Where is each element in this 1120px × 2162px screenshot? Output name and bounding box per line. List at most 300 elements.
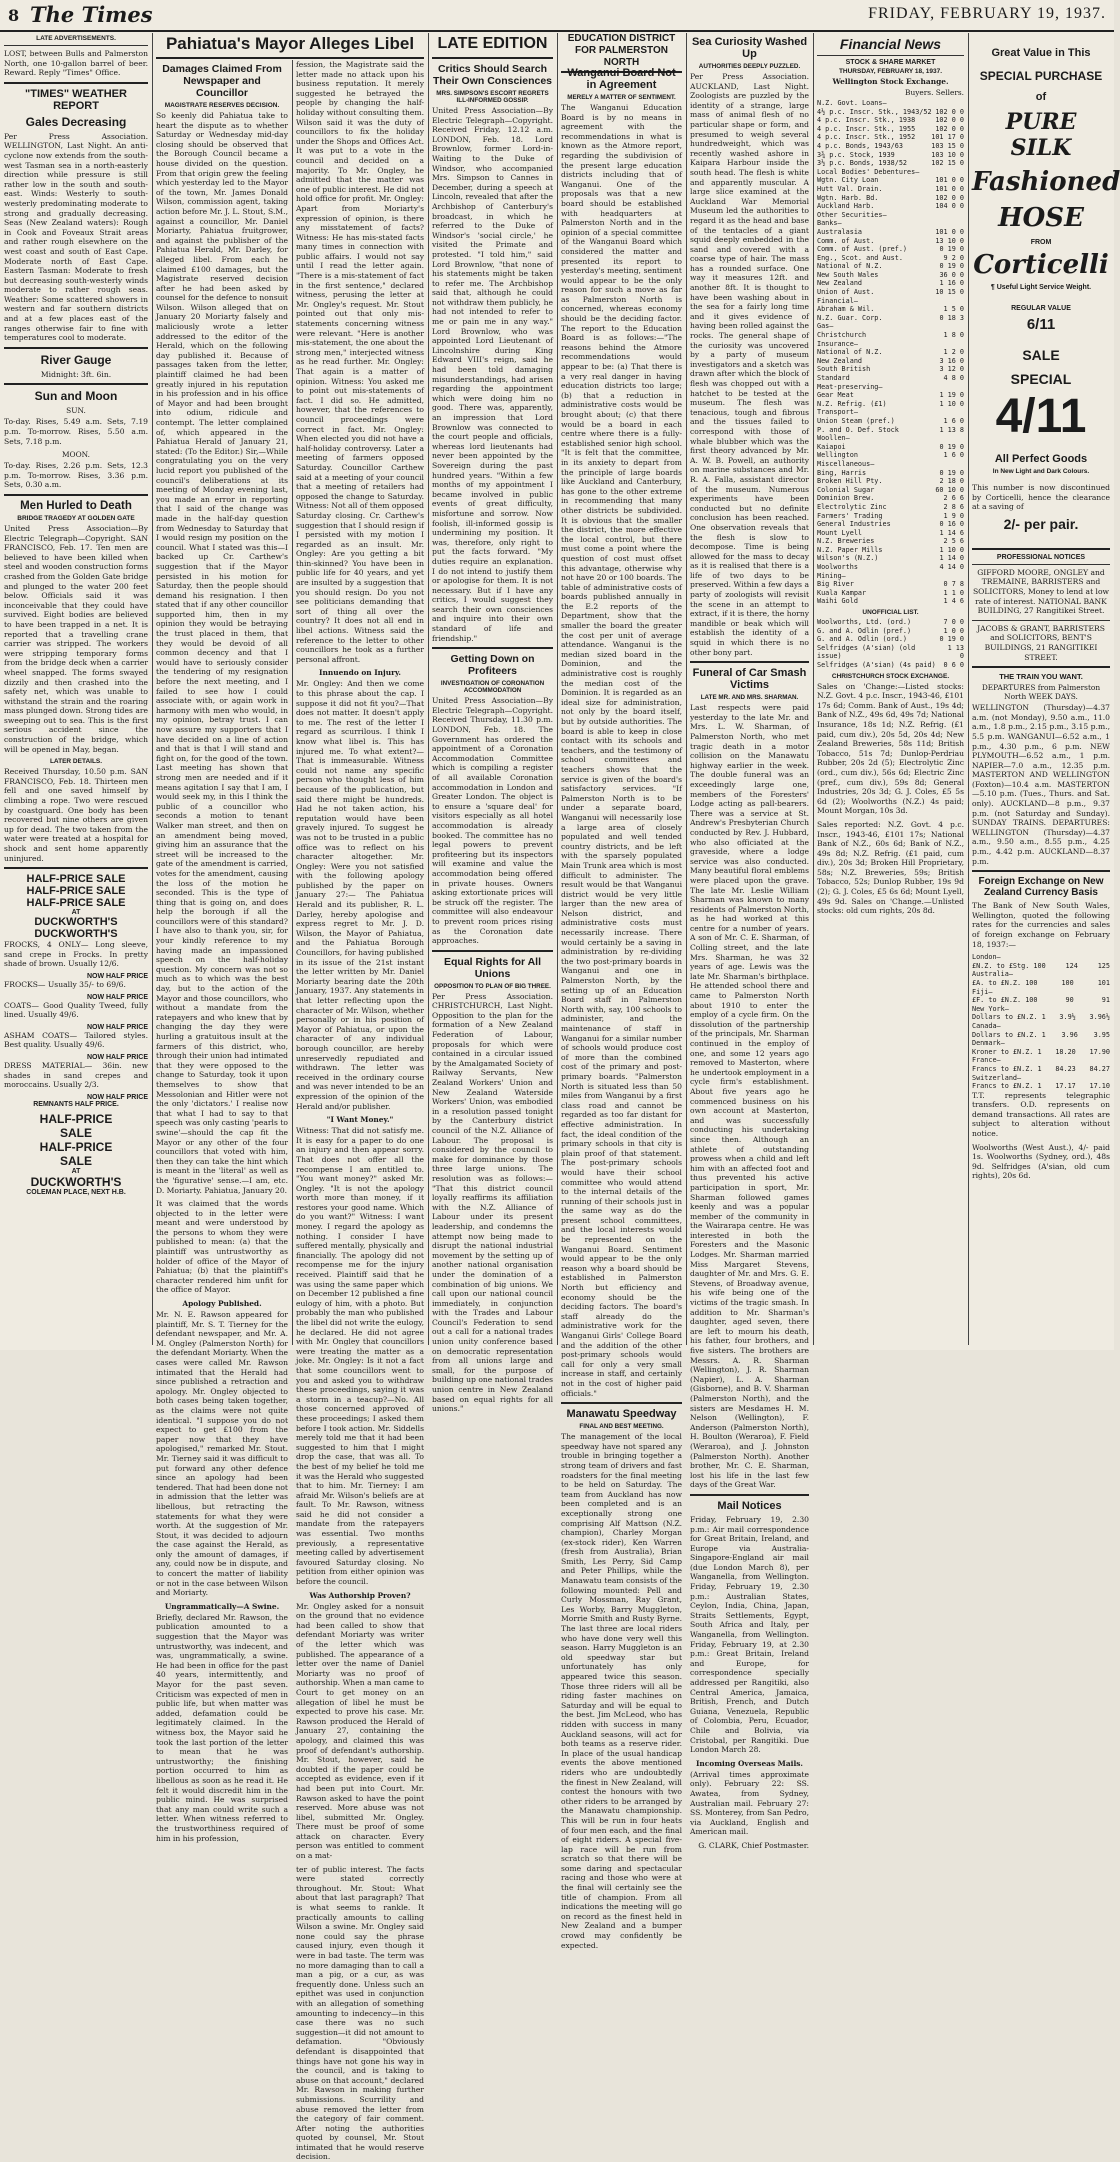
duckworths-1: DUCKWORTH'S <box>34 916 118 929</box>
later-details-heading: LATER DETAILS. <box>49 758 103 766</box>
table-row <box>817 460 964 469</box>
table-cell: 3 16 0 <box>939 356 964 365</box>
table-cell: £N.Z. to £Stg. 100 <box>972 961 1046 970</box>
table-cell: N.Z. Guar. Corp. <box>817 313 883 322</box>
table-row <box>817 618 964 627</box>
stock-table <box>817 99 964 606</box>
table-cell: 104 0 0 <box>935 202 964 211</box>
col-left <box>4 33 148 1345</box>
table-cell: 0 19 0 <box>939 262 964 271</box>
ungram-heading: Ungrammatically—A Swine. <box>164 1601 280 1611</box>
table-cell: 0 6 0 <box>943 661 964 669</box>
half-price-4: HALF-PRICE <box>39 1111 113 1126</box>
table-cell: France— <box>972 1056 1001 1065</box>
financial-col <box>817 33 964 1345</box>
table-cell: 1 13 0 <box>947 643 964 661</box>
table-cell: Gear Meat <box>817 391 854 400</box>
special-purchase: SPECIAL PURCHASE <box>979 69 1103 83</box>
table-cell: Dominion Brew. <box>817 494 875 503</box>
lost-ad: LOST, between Bulls and Palmerston North, one 10-gallon barrel of beer. Reward. Reply "Times" Office. <box>4 49 148 78</box>
table-row <box>972 1013 1110 1022</box>
table-row <box>817 168 964 177</box>
table-cell: Electrolytic Zinc <box>817 502 887 511</box>
libel-banner: Pahiatua's Mayor Alleges Libel <box>156 33 424 59</box>
regular-value: REGULAR VALUE <box>1011 305 1071 312</box>
table-cell: 0 19 0 <box>939 468 964 477</box>
table-cell: 102 15 0 <box>931 159 964 168</box>
wanganui-subheading: MERELY A MATTER OF SENTIMENT. <box>567 94 676 101</box>
table-cell: Farmers' Trading <box>817 511 883 520</box>
libel-body-2d: Mr. Ongley asked for a nonsuit on the ground that no evidence had been called to show that defendant Moriarty was writer of the letter which was published. The appearance of a letter over the name of Daniel Moriarty was no proof of authorship. When a man came to Court to get money on an allegation of libel he must be expected to prove his case. Mr. Rawson produced the Herald of January 27, containing the apology, and claimed this was proof of defendant's authorship. Mr. Stout, however, said he doubted if the paper could be accepted as evidence, even if it had been put into Court. Mr. Rawson asked to have the point reserved. More abuse was not libel, submitted Mr. Ongley. There must be proof of some attack on character. Every person was entitled to comment on a mat- <box>296 1601 424 1861</box>
train-heading: THE TRAIN YOU WANT. <box>999 672 1083 682</box>
half-price-1: HALF-PRICE SALE <box>26 873 126 886</box>
table-cell: 0 7 8 <box>943 580 964 589</box>
sea-heading: Sea Curiosity Washed Up <box>691 36 808 60</box>
table-row <box>817 644 964 661</box>
table-row <box>817 554 964 563</box>
unlisted-body: Sales reported: N.Z. Govt. 4 p.c. Inscr., 1943-46, £101 17s; National Bank of N.Z., 60s 6d; Bank of N.Z., 49s 8d; N.Z. Refrig. (£1 paid, cum div.), 20s 3d; Broken Hill Proprietary, 58s; N.Z. Breweries, 59s; British Tobacco, 52s; Dunlop Rubber, 19s 9d (2); G. J. Coles, £5 6s 6d; Mount Lyell, 49s 9d. Sales on 'Change.—Unlisted stocks: old cum rights, 20s 8d. <box>817 819 964 916</box>
table-cell: 2 18 0 <box>939 477 964 486</box>
table-cell: N.Z. Paper Mills <box>817 545 883 554</box>
incoming-mail-body: (Arrival times approximate only). February 22: SS. Awatea, from Sydney, Australian mail. February 27: SS. Monterey, from San Pedro, via Auckland, English and American mail. <box>690 1769 809 1837</box>
table-row <box>817 108 964 117</box>
table-cell: 84.27 <box>1089 1064 1110 1073</box>
table-cell: 4 14 0 <box>939 563 964 572</box>
regular-price: 6/11 <box>1026 316 1056 333</box>
table-cell: New South Wales <box>817 270 879 279</box>
table-row <box>817 408 964 417</box>
table-cell: 2 6 6 <box>943 494 964 503</box>
table-cell: 3.96½ <box>1089 1013 1110 1022</box>
table-cell: 60 10 0 <box>935 485 964 494</box>
table-row <box>817 185 964 194</box>
table-cell: Banks— <box>817 219 842 228</box>
table-row <box>817 503 964 512</box>
table-cell: General Industries <box>817 520 891 529</box>
pure-silk: PURE SILK <box>1005 109 1077 161</box>
table-cell: 0 19 0 <box>939 245 964 254</box>
duckworths-2: DUCKWORTH'S <box>34 928 118 941</box>
table-row <box>817 469 964 478</box>
table-cell: 36 0 0 <box>939 270 964 279</box>
dress-ad: DRESS MATERIAL— 36in. new shades in sand crepes and moroccains. Usually 2/3. <box>4 1060 148 1090</box>
gales-heading: Gales Decreasing <box>25 114 127 129</box>
table-cell: N.Z. Breweries <box>817 537 875 546</box>
weather-heading: "TIMES" WEATHER REPORT <box>25 87 127 112</box>
table-cell: Insurance— <box>817 339 858 348</box>
table-cell: 7 0 0 <box>943 618 964 627</box>
table-cell: Wgtn. City Loan <box>817 176 879 185</box>
frocks-ad: FROCKS, 4 ONLY— Long sleeve, sand crepe in Frocks. In pretty shade of brown. Usually 12/6. <box>4 940 148 969</box>
table-cell: Selfridges (A'sian) (4s paid) <box>817 661 936 669</box>
table-cell: 102 0 0 <box>935 116 964 125</box>
table-row <box>817 99 964 108</box>
table-cell: 102 0 0 <box>935 107 964 116</box>
table-cell: Transport— <box>817 408 858 417</box>
river-heading: River Gauge <box>40 352 112 367</box>
table-cell: Wgtn. Harb. Bd. <box>817 193 879 202</box>
sea-body: Per Press Association. AUCKLAND, Last Night. Zoologists are puzzled by the identity of a strange, large mass of animal flesh of no particular shape or form, and presumed to weigh several hundredweight, which was recently washed ashore in Kaipara Harbour inside the south head. The flesh is white and apparently muscular. A large slice examined at the Auckland War Memorial Museum led the authorities to regard it as the head and base of the tentacles of a giant squid deeply embedded in the sand and covered with a coarse type of hair. The mass has a rounded surface. One way it measures 12ft. and another 8ft. It is thought to have been washing about in the sea for a fairly long time and it gives evidence of having been rolled against the rocks. The general shape of the curiosity was uncovered by a party of museum investigators and a sketch was drawn after which the block of flesh was chopped out with a hatchet to be tested at the museum. The flesh was tenacious, tough and fibrous and the tissues failed to correspond with those of whale blubber which was the first theory advanced by Mr. A. W. B. Powell, an authority on marine substances and Mr. R. A. Falla, assistant director of the museum. Numerous experiments have been conducted but no definite conclusion has been reached. One observation reveals that the flesh is slow to decompose. Time is being allowed for the mass to decay as it is realised that there is a life of two days to be preserved. Within a few days a party of zoologists will revisit the scene in an attempt to extract, if it is there, the horny mandible or beak which will establish the identity of a squid in which there is no other bony part. <box>690 72 809 657</box>
table-cell: Wellington <box>817 451 858 460</box>
half-price-2: HALF-PRICE SALE <box>26 885 126 898</box>
sale-price: 4/11 <box>995 390 1087 443</box>
table-cell: 1 19 0 <box>939 391 964 400</box>
table-row <box>972 962 1110 971</box>
stock-date: THURSDAY, FEBRUARY 18, 1937. <box>838 68 943 75</box>
table-row <box>817 228 964 237</box>
table-cell: Union of Aust. <box>817 288 875 297</box>
table-cell: 100 <box>1061 978 1074 987</box>
incoming-mail-heading: Incoming Overseas Mails. <box>695 1758 804 1768</box>
table-cell: 102 0 0 <box>935 124 964 133</box>
innuendo-heading: Innuendo on Injury. <box>319 668 401 678</box>
table-cell: 17.17 <box>1055 1082 1076 1091</box>
moon-body: To-day. Rises, 2.26 p.m. Sets, 12.3 p.m. To-morrow. Rises, 3.36 p.m. Sets, 0.30 a.m. <box>4 461 148 490</box>
table-row <box>817 597 964 606</box>
fx-intro: The Bank of New South Wales, Wellington, quoted the following rates for the currencies and sales of foreign exchange on February 18, 1937:— <box>972 901 1110 949</box>
table-cell: 90 <box>1065 996 1074 1005</box>
great-value: Great Value in This <box>991 47 1091 59</box>
profiteers-subheading: INVESTIGATION OF CORONATION ACCOMMODATION <box>440 680 545 695</box>
table-row <box>817 133 964 142</box>
sale-5: SALE <box>59 1153 92 1168</box>
at-label-2: AT <box>71 1167 81 1175</box>
table-row <box>817 254 964 263</box>
table-row <box>817 142 964 151</box>
table-row <box>817 512 964 521</box>
table-cell: 101 17 0 <box>931 133 964 142</box>
table-cell: 13 10 0 <box>935 236 964 245</box>
critics-subheading: MRS. SIMPSON'S ESCORT REGRETS ILL-INFORMED GOSSIP. <box>436 90 549 104</box>
table-cell: G. and A. Odlin (ord.) <box>817 635 908 644</box>
table-cell: 1 14 6 <box>939 528 964 537</box>
table-cell: Woolworths <box>817 563 858 572</box>
table-row <box>972 1048 1110 1057</box>
table-cell: 3¾ p.c. Stock, 1939 <box>817 150 895 159</box>
table-cell: Gas— <box>817 322 834 331</box>
table-cell: Eng., Scot. and Aust. <box>817 253 903 262</box>
education-col <box>561 64 682 1950</box>
table-cell: Francs to £N.Z. 1 <box>972 1082 1042 1091</box>
table-cell: New York— <box>972 1004 1009 1013</box>
table-cell: London— <box>972 953 1001 962</box>
exchange-name: Wellington Stock Exchange. <box>832 77 949 86</box>
table-cell: National of N.Z. <box>817 348 883 357</box>
table-cell: 84.23 <box>1055 1064 1076 1073</box>
table-row <box>817 340 964 349</box>
table-cell: 101 <box>1097 978 1110 987</box>
sale-4: SALE <box>59 1125 92 1140</box>
table-cell: N.Z. Govt. Loans— <box>817 99 887 107</box>
table-cell: P. and O. Def. Stock <box>817 425 899 434</box>
table-row <box>817 357 964 366</box>
table-row <box>817 661 964 670</box>
table-row <box>817 417 964 426</box>
prof-notice-1: GIFFORD MOORE, ONGLEY and TREMAINE, BARRISTERS and SOLICITORS, Money to lend at low rate of interest. NATIONAL BANK BUILDING, 27 Rangitikei Street. <box>972 567 1110 616</box>
profiteers-heading: Getting Down on Profiteers <box>450 653 535 678</box>
fx-tail: Woolworths (West Aust.), 4/- paid 1s. Woolworths (Sydney, ord.), 48s 9d. Selfridges (A'sian, old cum rights), 20s 6d. <box>972 1142 1110 1181</box>
table-cell: 103 10 0 <box>931 150 964 159</box>
hose: HOSE <box>998 203 1084 233</box>
table-cell: Standard <box>817 374 850 382</box>
table-cell: Mining— <box>817 571 846 580</box>
now-half-price-5: NOW HALF PRICE <box>86 1093 148 1101</box>
table-cell: 1 13 8 <box>939 425 964 434</box>
frocks2-ad: FROCKS— Usually 35/- to 69/6. <box>4 979 126 989</box>
libel-body-2e: ter of public interest. The facts were stated correctly throughout. Mr. Stout: What about that last paragraph? That is what seems to rankle. It practically amounts to calling Wilson a swine. Mr. Ongley said none could say the phrase caused injury, even though it were in bad taste. The term was no more damaging than to call a man a pig, or a cur, as was frequently done. Unless such an epithet was used in conjunction with an allegation of something amounting to indecency—in this case there was no such suggestion—it did not amount to defamation. "Obviously defendant is disappointed that things have not gone his way in the council, and is taking to abuse on that account," declared Mr. Rawson in making further submissions. Scurrility and abuse removed the letter from the category of fair comment. After noting the authorities quoted by counsel, Mr. Stout intimated that he would reserve decision. <box>296 1864 424 2162</box>
table-row <box>817 627 964 636</box>
table-cell: 4 8 0 <box>943 374 964 382</box>
profiteers-body: United Press Association—By Electric Telegraph—Copyright. Received Thursday, 11.30 p.m. LONDON, Feb. 18. The Government has ordered the appointment of a Coronation Accommodation Committee which is compiling a register of all available Coronation accommodation in London and Greater London. The object is to ensure a 'square deal' for visitors especially as all hotel accommodation is already booked. The committee has no legal powers to prevent profiteering but its inspectors will examine and value the accommodation being offered in private houses. Owners asking extortionate prices will be struck off the register. The committee will also endeavour to prevent room prices rising as the Coronation date approaches. <box>432 696 553 946</box>
masthead <box>0 0 1114 32</box>
table-row <box>972 988 1110 997</box>
table-row <box>817 546 964 555</box>
late-edition-col <box>432 60 553 1414</box>
libel-subheading: Damages Claimed From Newspaper and Councillor <box>162 63 282 99</box>
table-row <box>817 374 964 383</box>
table-row <box>817 305 964 314</box>
fashioned: Fashioned <box>972 167 1120 197</box>
buyers-sellers: Buyers. Sellers. <box>905 88 964 97</box>
table-row <box>972 953 1110 962</box>
issue-date: FRIDAY, FEBRUARY 19, 1937. <box>868 5 1106 22</box>
table-row <box>817 202 964 211</box>
table-row <box>817 279 964 288</box>
half-price-3: HALF-PRICE SALE <box>26 897 126 910</box>
table-cell: 1 1 0 <box>943 588 964 597</box>
table-cell: Miscellaneous— <box>817 459 875 468</box>
table-cell: Local Bodies' Debentures— <box>817 167 920 176</box>
table-row <box>817 348 964 357</box>
table-row <box>972 970 1110 979</box>
table-row <box>817 331 964 340</box>
libel-body-1d: Briefly, declared Mr. Rawson, the publication amounted to a suggestion that the Mayor was untrustworthy, was indecent, and was, ungrammatically, a swine. He had been in office for the past 40 years, intermittently, and Mayor for the past seven. Criticism was expected of men in public life, but when matter was added, defamation could be legitimately claimed. In the witness box, the Mayor said he took the last portion of the letter to mean that he was untrustworthy; the finishing portion occurred to him as libellous as soon as he read it. He felt it would discredit him in the public mind. He was surprised that any man could write such a letter. When witness referred to the trustworthiness required of him in his profession, <box>156 1612 288 1843</box>
table-cell: Kuala Kampar <box>817 588 867 597</box>
bridge-subheading: BRIDGE TRAGEDY AT GOLDEN GATE <box>17 515 135 522</box>
table-cell: Woollen— <box>817 434 850 443</box>
table-cell: Kroner to £N.Z. 1 <box>972 1047 1042 1056</box>
table-cell: 0 19 0 <box>939 635 964 644</box>
now-half-price-4: NOW HALF PRICE <box>86 1053 148 1061</box>
table-cell: 124 <box>1065 961 1078 970</box>
chch-body: Sales on 'Change:—Listed stocks: N.Z. Govt. 4 p.c. Inscr., 1943-46, £101 17s 6d; Comm. Bank of Aust., 19s 4d; Bank of N.Z., 49s 6d, 49s 7d; National Insurance, 18s 1d; N.Z. Refrig. (£1 paid, cum div.), 20s 5d, 20s 4d; New Zealand Breweries, 58s 11d; British Tobacco, 51s 7d; Dunlop-Perdriau Rubber, 20s 2d (5); Electrolytic Zinc (ord., cum div.), 56s 6d; Electric Zinc (pref., cum div.), 59s 8d; General Industries, 20s 3d; G. J. Coles, £5 5s 6d (2); Woolworths (N.Z.) 4s paid; Mount Morgan, 10s 3d. <box>817 681 964 816</box>
paper-title: The Times <box>30 2 153 27</box>
now-half-price-2: NOW HALF PRICE <box>86 993 148 1001</box>
table-row <box>817 159 964 168</box>
sea-subheading: AUTHORITIES DEEPLY PUZZLED. <box>698 63 801 70</box>
table-cell: 4 p.c. Inscr. Stk., 1955 <box>817 124 916 133</box>
table-row <box>817 211 964 220</box>
wanganui-heading: Wanganui Board Not in Agreement <box>567 67 676 91</box>
from-label: FROM <box>1030 239 1052 246</box>
table-cell: Hutt Val. Drain. <box>817 184 883 193</box>
table-cell: 1 2 0 <box>943 348 964 357</box>
table-cell: Auckland Harb. <box>817 202 875 211</box>
table-cell: Financial— <box>817 296 858 305</box>
table-cell: Bing, Harris <box>817 468 867 477</box>
sun-moon-heading: Sun and Moon <box>34 389 118 404</box>
libel-col-b <box>296 60 424 2162</box>
table-cell: 1 5 0 <box>943 305 964 314</box>
table-row <box>817 443 964 452</box>
table-row <box>817 486 964 495</box>
libel-body-1b: It was claimed that the words objected to in the letter were meant and were understood by the persons to whom they were published to mean: (a) that the plaintiff was untrustworthy as holder of office of the Mayor of Pahiatua; (b) that the plaintiff's character rendered him unfit for the office of Mayor. <box>156 1199 288 1295</box>
rights-subheading: OPPOSITION TO PLAN OF BIG THREE. <box>434 982 551 990</box>
table-row <box>972 1082 1110 1091</box>
rights-heading: Equal Rights for All Unions <box>443 955 542 980</box>
asham-ad: ASHAM COATS— Tailored styles. Best quality. Usually 49/6. <box>4 1030 148 1050</box>
table-cell: 2 5 6 <box>943 537 964 546</box>
libel-body-2c: Witness: That did not satisfy me. It is easy for a paper to do one an injury and then appear sorry. That does not offer all the recompense I am entitled to. "You want money?" asked Mr. Ongley. "It is not the apology worth more than money, if it restores your good name. Which do you want?" Witness: I want money. I regard the apology as nothing. I consider I have suffered mentally, physically and financially. The apology did not recompense me for the injury received. Plaintiff said that he was using the same paper which on December 12 published a fine eulogy of him, with a photo. But probably the man who published the libel did not write the eulogy, he declared. He did not agree with Mr. Ongley that councillors were treating the matter as a joke. Mr. Ongley: Is it not a fact that some councillors went to you and asked you to withdraw these proceedings, saying it was a storm in a teacup?—No. All those concerned approved of these proceedings; I asked them before I took action. Mr. Siddells merely told me that it had been suggested to him that I might drop the case, that was all. To the best of my belief he told me it was the Herald who suggested that to him. Mr. Tierney: I am afraid Mr. Wilson's beliefs are at fault. To Mr. Rawson, witness said he did not consider a mandate from the ratepayers was essential. Two months previously, a representative meeting called by advertisement favoured Saturday closing. No petition from either opinion was before the council. <box>296 1126 424 1587</box>
table-cell: Wilson's (N.Z.) <box>817 554 879 563</box>
table-row <box>817 288 964 297</box>
libel-body-2: fession, the Magistrate said the letter made no attack upon his business reputation. It merely suggested he betrayed the people by changing the half-holiday without consulting them. Wilson said it was the duty of councillors to fix the holiday under the Shops and Offices Act. It was put to a vote in the council and decided on a majority. To Mr. Ongley, he admitted that the matter was one of public interest. He did not hold office for profit. Mr. Ongley: Apart from Moriarty's expression of opinion, is there any misstatement of facts? Witness: He has mis-stated facts many times in connection with public affairs. I would not say until I read the letter again. "There is a mis-statement of fact in the first sentence," declared witness, perusing the letter at Mr. Ongley's request. Mr. Stout pointed out that only mis-statements concerning witness were relevant. "Here is another mis-statement, the one about the strong men," interjected witness as he read further. Mr. Ongley: That again is a matter of opinion. Witness: You asked me to point out mis-statements of fact. I did so. He admitted, however, that the references to council proceedings were correct in fact. Mr. Ongley: When elected you did not have a half-holiday controversy. Later a meeting of farmers opposed Saturday. Councillor Carthew said at a meeting of your council that a meeting of retailers had opposed the change to Saturday. Witness: Not all of them opposed Saturday closing. Cr. Carthew's suggestion that I should resign if I persisted with my motion I regarded as an insult. Mr. Ongley: Are you getting a bit thin-skinned? You have been in public life for 40 years, and yet are insulted by a suggestion that you should resign. Do you not see politicians demanding that sort of thing all over the country? It does not all end in libel actions. Witness said the reference to the letter to other councillors he took as a further personal affront. <box>296 60 424 664</box>
table-row <box>817 477 964 486</box>
funeral-heading: Funeral of Car Smash Victims <box>692 667 807 692</box>
libel-body-1: So keenly did Pahiatua take to heart the dispute as to whether Saturday or Wednesday mid-day closing should be observed that the Borough Council became a house divided on the question. From that origin grew the feeling which yesterday led to the Mayor of the town, Mr. James Donald Wilson, commission agent, taking action before Mr. J. L. Stout, S.M., against a councillor, Mr. Daniel Moriarty, Pahiatua fruitgrower, and against the publisher of the Pahiatua Herald, Mr. Darley, for alleged libel. From each he claimed £100 damages, but the Magistrate reserved decision after he had been asked by counsel for the defence to nonsuit Wilson. Wilson alleged that on January 20 Moriarty falsely and maliciously wrote a letter addressed to the editor of the Herald, which on the following day published it. Because of passages taken from the letter, plaintiff claimed he had been greatly injured in his reputation in his profession and in his office of Mayor and had been brought into odium, ridicule and contempt. The letter complained of, which appeared in the Pahiatua Herald of January 21, stated: (To the Editor.) Sir,—While congratulating you on the very lucid report you published of the council's deliberations at its meeting of Monday evening last, you made an error in reporting that I said of the change was made in the half-day question from Wednesday to Saturday that I would resign my position on the council. What I stated was this—I backed up Cr. Carthew's suggestion that if the Mayor persisted in his motion for Saturday, then the people should demand his resignation. I then stated that if any other councillor supported him, then in my opinion they would be betraying the trust placed in them, that they would be devoid of all common decency and that I would have to seriously consider the tendering of my resignation before the next meeting, and I failed to see how I could associate with, or again work in harmony with men who would, in my opinion, betray trust. I can now assure my supporters that I have decided on a line of action and that is that I will stand and fight on, for the good of the town. Last meeting has shown that strong men are needed and if it means agitation I say that I am, I would seek my, in this I think the public of a councillor who seconds a motion to tenant Walker man street, and then on an amendment being moved, giving him an assurance that the street will be increased to the gate of the amendment is carried, votes for the amendment, causing the loss of the motion he seconded. This is the type of thing that is going on, and does help the borough if all the councillors were of this standard? I have also to thank you, sir, for your kindly reference to my having made an impassioned speech on the half-holiday question. My concern was not so much as to which was the best day, but to the action of the Mayor and those councillors, who without a mandate from the ratepayers and who knew that by changing the day they were hurling a gratuitous insult at the farmers of this district, who, through their union had intimated that they were opposed to the change to Saturday, took it upon themselves to show that Messolonian and Hitler were not the only 'dictators.' I realise now that what I had to say to that speech was only casting 'pearls to swine'—should the cap fit the Mayor or any other of the four councillors that voted with him, then they can take the hint which is meant in the 'literal' as well as the 'figurative' sense.—I am, etc. D. Moriarty. Pahiatua, January 20. <box>156 111 288 1195</box>
table-row <box>972 1005 1110 1014</box>
page-number: 8 <box>8 6 20 25</box>
table-cell: 3.96 <box>1061 1030 1078 1039</box>
table-cell: Big River <box>817 580 854 589</box>
table-cell: 1 6 0 <box>943 451 964 460</box>
table-cell: G. and A. Odlin (pref.) <box>817 626 912 635</box>
table-cell: South British <box>817 365 871 374</box>
table-row <box>817 297 964 306</box>
fx-heading: Foreign Exchange on New Zealand Currency Basis <box>978 876 1104 899</box>
apology-heading: Apology Published. <box>182 1299 262 1309</box>
table-cell: 18.20 <box>1055 1047 1076 1056</box>
table-cell: 1 10 0 <box>939 545 964 554</box>
table-row <box>817 563 964 572</box>
table-cell: 0 19 0 <box>939 442 964 451</box>
late-ads-heading: LATE ADVERTISEMENTS. <box>36 35 116 42</box>
corticelli: Corticelli <box>973 250 1109 280</box>
libel-col-a <box>156 60 288 1843</box>
table-row <box>817 635 964 644</box>
table-cell: National of N.Z. <box>817 262 883 271</box>
table-row <box>817 400 964 409</box>
table-cell: Christchurch <box>817 331 867 340</box>
professional-heading: PROFESSIONAL NOTICES <box>996 553 1086 561</box>
table-cell: 3.95 <box>1093 1030 1110 1039</box>
table-cell: 0 18 3 <box>939 313 964 322</box>
table-cell: Comm. of Aust. (pref.) <box>817 245 908 254</box>
ads-col <box>972 33 1120 1345</box>
rights-body: Per Press Association. CHRISTCHURCH, Last Night. Opposition to the plan for the formation of a New Zealand Federation of Labour, proposals for which were contained in a circular issued by the Amalgamated Society of Railway Servants, New Zealand Workers' Union and New Zealand Waterside Workers' Union, was embodied in a resolution passed tonight by the Canterbury district council of the N.Z. Alliance of Labour. The proposal is considered by the council to make for dominance by those three large unions. The resolution was as follows:— "That this district council loyally reaffirms its affiliation with the N.Z. Alliance of Labour under its present leadership, and condemns the attempt now being made to disrupt the national industrial movement by the setting up of another national organisation under the domination of a combination of big unions. We call upon our national council immediately, in conjunction with the Trades and Labour Council's Federation to send out a call for a national trades union unity conference based on democratic representation from all unions large and small, for the purpose of building up one national trades union centre in New Zealand based on equal rights for all unions." <box>432 991 553 1414</box>
education-banner: EDUCATION DISTRICT FOR PALMERSTON NORTH <box>561 33 682 73</box>
table-cell: Other Securities— <box>817 210 887 219</box>
table-cell: Kaiapoi <box>817 442 846 451</box>
table-cell: Selfridges (A'sian) (old issue) <box>817 643 916 661</box>
table-row <box>817 151 964 160</box>
table-cell: £F. to £N.Z. 100 <box>972 996 1038 1005</box>
table-row <box>817 434 964 443</box>
table-row <box>817 314 964 323</box>
table-cell: 91 <box>1101 996 1110 1005</box>
table-cell: Union Steam (pref.) <box>817 416 895 425</box>
table-row <box>817 572 964 581</box>
fx-table <box>972 953 1110 1091</box>
table-row <box>817 391 964 400</box>
table-cell: Waihi Gold <box>817 597 858 606</box>
table-cell: 9 2 0 <box>943 253 964 262</box>
table-cell: 10 15 0 <box>935 288 964 297</box>
table-cell: 125 <box>1097 961 1110 970</box>
remnants-ad: REMNANTS HALF PRICE. <box>33 1100 119 1108</box>
table-row <box>817 365 964 374</box>
money-heading: "I Want Money." <box>326 1115 394 1125</box>
table-row <box>817 383 964 392</box>
now-half-price-1: NOW HALF PRICE <box>86 972 148 980</box>
table-row <box>972 996 1110 1005</box>
river-body: Midnight: 3ft. 6in. <box>40 369 112 379</box>
table-row <box>817 237 964 246</box>
table-cell: 101 0 0 <box>935 184 964 193</box>
bridge-body: United Press Association—By Electric Telegraph—Copyright. SAN FRANCISCO, Feb. 17. Ten men are believed to have been killed when steel and wooden construction forms crashed from the Golden Gate bridge and plunged to the water 200 feet below. Officials said it was inconceivable that they could have survived. Eight bodies are believed to have been trapped in a net. It is reported that a travelling crane carrier was stripped. The workers were stripping temporary forms from the bridge deck when a carrier wheel snapped. The forms swayed dizzily and then crashed into the safety net, which was unable to withstand the strain and the roaring mass plunged down. Strong tides are sweeping out to sea. This is the first serious accident since the construction of the bridge, which will be opened in May, began. <box>4 524 148 754</box>
table-cell: Woolworths, Ltd. (ord.) <box>817 618 912 627</box>
table-cell: 17.10 <box>1089 1082 1110 1091</box>
table-cell: 4 p.c. Inscr. Stk., 1952 <box>817 133 916 142</box>
useful-weight: ¶ Useful Light Service Weight. <box>990 284 1092 291</box>
mail-heading: Mail Notices <box>717 1499 782 1512</box>
speedway-subheading: FINAL AND BEST MEETING. <box>579 1423 664 1431</box>
colours-note: In New Light and Dark Colours. <box>992 468 1090 475</box>
table-cell: 0 16 0 <box>939 520 964 529</box>
table-cell: 101 0 0 <box>935 176 964 185</box>
table-cell: Australia— <box>972 970 1013 979</box>
table-cell: New Zealand <box>817 279 863 288</box>
table-row <box>817 451 964 460</box>
at-label: AT <box>71 909 81 917</box>
table-cell: 4 p.c. Bonds, 1943/63 <box>817 141 903 150</box>
table-row <box>972 1031 1110 1040</box>
late-edition-banner: LATE EDITION <box>432 33 553 59</box>
table-cell: New Zealand <box>817 356 863 365</box>
half-price-5: HALF-PRICE <box>39 1139 113 1154</box>
table-row <box>817 537 964 546</box>
saving-amount: 2/- per pair. <box>1003 515 1079 532</box>
table-row <box>817 245 964 254</box>
table-cell: Comm. of Aust. <box>817 236 875 245</box>
table-row <box>817 176 964 185</box>
table-cell: 4 p.c. Inscr. Stk., 1938 <box>817 116 916 125</box>
table-cell: 3½ p.c. Bonds, 1938/52 <box>817 159 908 168</box>
sun-body: To-day. Rises, 5.49 a.m. Sets, 7.19 p.m. To-morrow. Rises, 5.50 a.m. Sets, 7.18 p.m. <box>4 417 148 446</box>
table-cell: Francs to £N.Z. 1 <box>972 1064 1042 1073</box>
unofficial-heading: UNOFFICIAL LIST. <box>862 609 919 617</box>
table-cell: 1 16 0 <box>939 279 964 288</box>
libel-body-1c: Mr. N. E. Rawson appeared for plaintiff, Mr. S. T. Tierney for the defendant newspaper, and Mr. A. M. Ongley (Palmerston North) for the defendant Moriarty. When the cases were called Mr. Rawson intimated that the Herald had since published a retraction and apology. Mr. Ongley objected to both cases being taken together, as the claims were not quite identical. "I suppose you do not expect to get £100 from the paper now that they have apologised," remarked Mr. Stout. Mr. Tierney said it was difficult to put forward any other defence since an apology had been tendered. That had been done not in admission that the letter was libellous, but retracting the statements for what they were worth. At the suggestion of Mr. Stout, it was decided to adjourn the case against the Herald, as only the amount of damages, if any, could now be in dispute, and to concert the matter of liability or not in the case between Wilson and Moriarty. <box>156 1310 288 1598</box>
table-row <box>972 1022 1110 1031</box>
stock-market-heading: STOCK & SHARE MARKET <box>845 59 936 66</box>
funeral-body: Last respects were paid yesterday to the late Mr. and Mrs. L. W. Sharman, of Palmerston North, who met tragic death in a motor collision on the Manawatu highway earlier in the week. The double funeral was an exceedingly large one, members of the Foresters' Lodge acting as pall-bearers. There was a service at St. Andrew's Presbyterian Church conducted by Rev. J. Hubbard, who also officiated at the graveside, where a lodge service was also conducted. Many beautiful floral emblems were placed upon the grave. The late Mr. Leslie William Sharman was known to many residents of Palmerston North, as he had worked at this centre for a number of years. A son of Mr. C. E. Sharman, of Colling street, and the late Mrs. Sharman, he was 32 years of age. Lewis was the late Mr. Sharman's birthplace. He attended school there and came to Palmerston North about 1910 to enter the employ of a cycle firm. On the dissolution of the partnership of the principals, Mr. Sharman continued in the employ of one, and some 12 years ago removed to Masterton, where he undertook employment in a cycle firm's establishment. About five years ago he commenced business on his own account at Masterton, and was successfully conducting his undertaking since then. Although an athlete of outstanding prowess when a child and left him with an affected foot and thus prevented his active participation in sport, Mr. Sharman followed games keenly and was a popular member of the community in the Wairarapa centre. He was interested in both the Foresters and the Masonic Lodges. Mr. Sharman married Miss Margaret Stevens, daughter of Mr. and Mrs. G. E. Stevens, of Broadway avenue, his wife being one of the victims of the tragic smash. In addition to Mr. Sharman's daughter, aged seven, there are left to mourn his death, his father, four brothers, and five sisters. The brothers are Messrs. A. R. Sharman (Wellington), J. R. Sharman (Napier), L. A. Sharman (Gisborne), and B. V. Sharman (Palmerston North), and the sisters are Mesdames H. M. Nelson (Wellington), F. Anderson (Palmerston North), H. Boulton (Weraroa), F. Field (Weraroa), and J. Johnston (Palmerston North). Another brother, Mr. C. E. Sharman, lost his life in the last few days of the Great War. <box>690 703 809 1490</box>
libel-body-2b: Mr. Ongley: And then we come to this phrase about the cap. I suppose it did not fit you?—That does not matter. It doesn't apply to me. The rest of the letter I regard as scurrilous. I think I know what libel is. This has injured me. To what extent?—That is immeasurable. Witness could not name any specific person who thought less of him because of the publication, but said there might be hundreds. Had he not taken action, his reputation would have been gravely injured. To suggest he was not to be trusted in a public office was to reflect on his character altogether. Mr. Ongley: Were you not satisfied with the following apology published by the paper on January 27:— The Pahiatua Herald and its publisher, R. L. Darley, hereby apologise and express regret to Mr. J. D. Wilson, the Mayor of Pahiatua, and the Pahiatua Borough Councillors, for having published in its issue of the 21st instant the letter written by Mr. Daniel Moriarty bearing date the 20th January, 1937. Any statements in that letter reflecting upon the character of Mr. Wilson, whether personally or in his position of Mayor of Pahiatua, or upon the character of any individual borough councillor, are hereby unreservedly repudiated and withdrawn. The letter was received in the ordinary course and was never intended to be an expression of the opinion of the Herald and/or publisher. <box>296 679 424 1111</box>
train-body: WELLINGTON (Thursday)—4.37 a.m. (not Monday), 9.50 a.m., 11.0 a.m., 1.8 p.m., 2.15 p.m., 3.15 p.m., 5.5 p.m. WANGANUI—6.52 a.m., 1 p.m., 4.30 p.m., 6 p.m. NEW PLYMOUTH—6.52 a.m., 1 p.m. NAPIER—7.0 a.m., 12.35 p.m. MASTERTON AND WELLINGTON (Foxton)—10.4 a.m. MASTERTON—5.10 p.m. (Tues., Thurs. and Sat. only). AUCKLAND—8 p.m., 9.37 p.m. (not Saturday and Sunday). SUNDAY TRAINS. DEPARTURES: WELLINGTON (Thursday)—4.37 a.m., 9.50 a.m., 8.55 p.m., 4.25 p.m., 4.42 p.m. AUCKLAND—8.37 p.m. <box>972 703 1110 866</box>
table-row <box>972 1039 1110 1048</box>
table-cell: 102 0 0 <box>935 193 964 202</box>
table-row <box>817 520 964 529</box>
table-cell: 2 8 6 <box>943 502 964 511</box>
table-cell: Meat-preserving— <box>817 382 883 391</box>
table-cell: Broken Hill Pty. <box>817 477 883 486</box>
table-cell: N.Z. Refrig. (£1) <box>817 399 887 408</box>
speedway-body: The management of the local speedway have not spared any trouble in bringing together a strong team of drivers and fast roadsters for the final meeting to be held on Saturday. The team from Auckland has now been completed and is an exceptionally strong one comprising Alf Mattson (N.Z. champion), Charley Morgan (ex-stock rider), Ken Warren (fresh from Australia), Brian Smith, Les Perry, Sid Camp and Peter Phillips, while the Manawatu team consists of the following mounted: Pell and Curly Mossman, Ray Grant, Les Worby, Barry Muggleton, Morrie Smith and Rusty Byrne. The last three are local riders who have done very well this season. Harry Muggleton is an old speedway star but unfortunately has only appeared twice this season. Those three riders will all be riding faster machines on Saturday and will be equal to the best. Jim McLeod, who has ridden with success in many Auckland seasons, will act for both teams as a reserve rider. In place of the usual handicap events the above mentioned riders who are undoubtedly the finest in New Zealand, will contest the honours with two other riders to be arranged by the Manawatu championship. This will be run in four heats of four men each, and the final of eight riders. A special five-lap race will be run from scratch so that there will be some daring and spectacular racing and those who were at the final will certainly see the title of champion. From all indications the meeting will go on record as the finest held in New Zealand and a bumper crowd may confidently be expected. <box>561 1432 682 1950</box>
table-cell: 1 4 6 <box>943 597 964 606</box>
special-label: SPECIAL <box>1010 371 1072 387</box>
table-cell: 103 15 0 <box>931 141 964 150</box>
news-col <box>690 33 809 1850</box>
